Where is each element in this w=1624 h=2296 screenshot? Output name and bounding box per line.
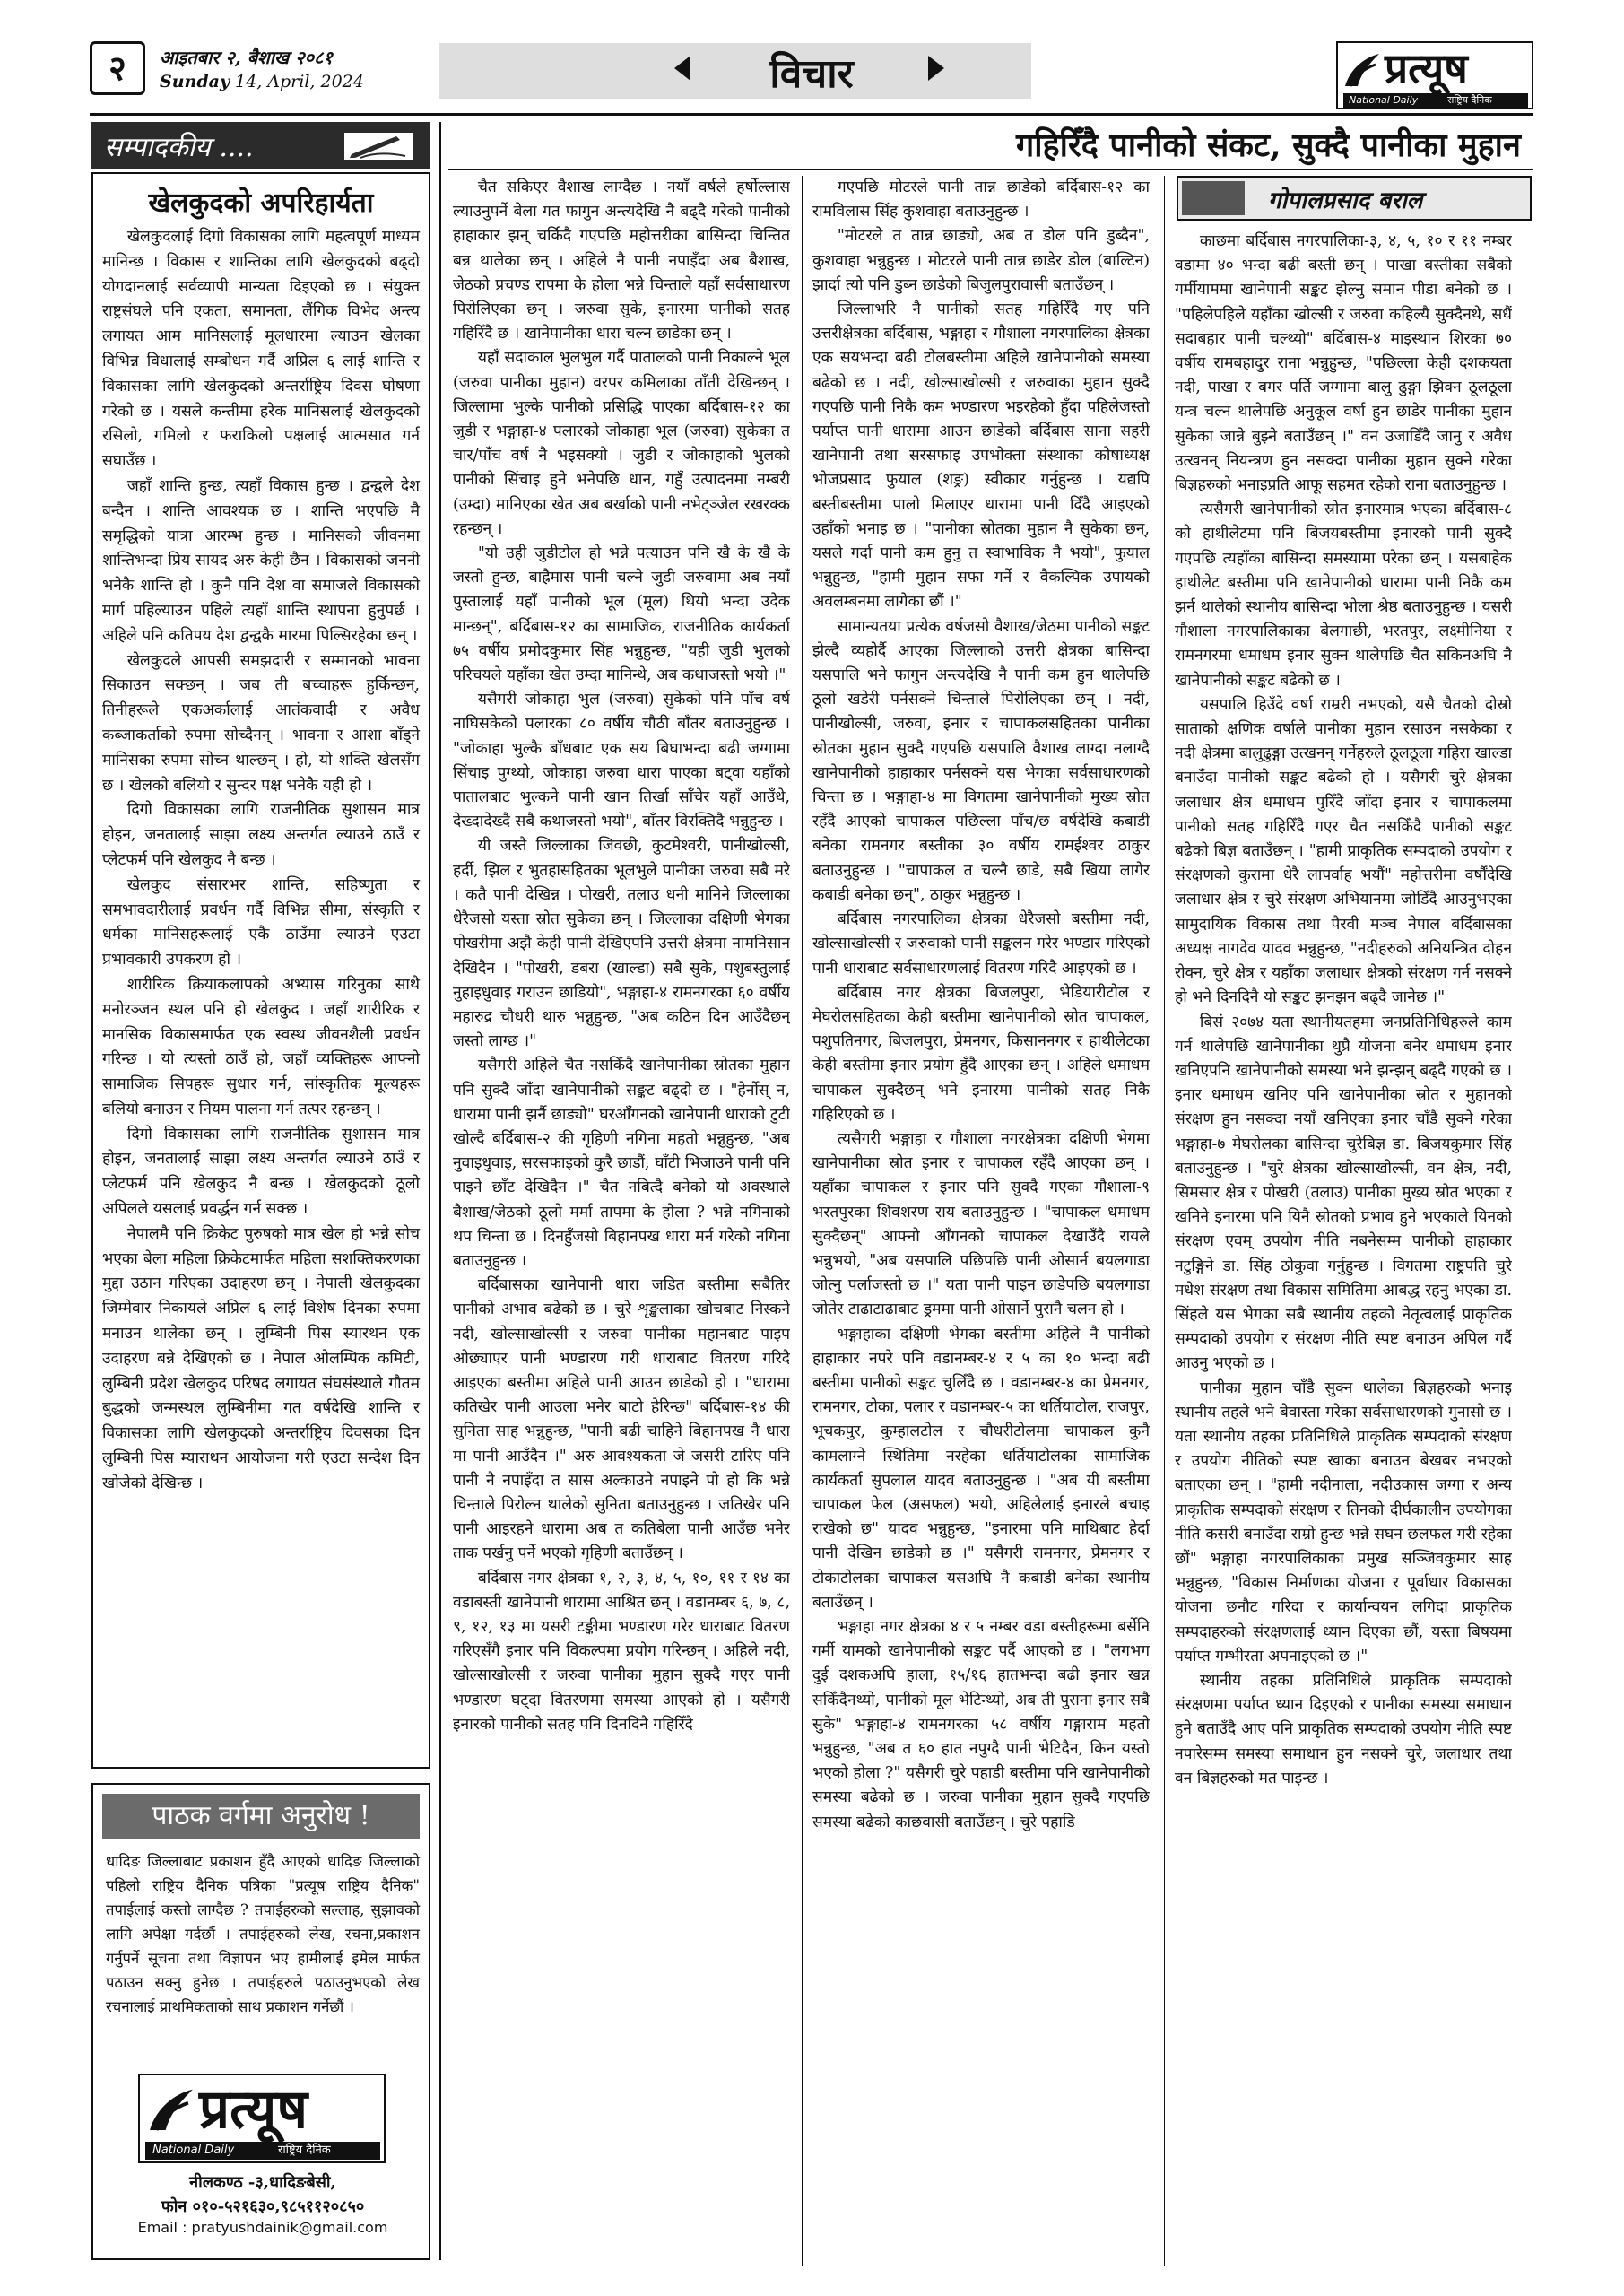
article-paragraph: त्यसैगरी भङ्गाहा र गौशाला नगरक्षेत्रका दक्षिणी भेगमा खानेपानीका स्रोत इनार र चापाकल रहँदै आएका छन् । यहाँका चापाकल र इनार पनि सुक्दै गएका गौशाला-९ भरतपुरका शिवशरण राय बताउनुहुन्छ । "चापाकल धमाधम सुक्दैछन्" आफ्नो आँगनको चापाकल देखाउँदै रायले भन्नुभयो, "अब यसपालि पछिपछि पानी ओसार्न बयलगाडा जोत्नु पर्लाजस्तो छ ।" यता पानी पाइन छाडेपछि बयलगाडा जोतेर टाढाटाढाबाट ड्रममा पानी ओसार्ने पुरानै चलन हो । (812, 1129, 1150, 1319)
article-column-1 (453, 176, 790, 2266)
masthead-logo (1336, 41, 1533, 109)
article-paragraph: यी जस्तै जिल्लाका जिवछी, कुटमेश्वरी, पानीखोल्सी, हर्दी, झिल र भुतहासहितका भूलभुले पानीका जरुवा सबै मरे । कतै पानी देखिन्न । पोखरी, तलाउ धनी मानिने जिल्लाका धेरैजसो यस्ता स्रोत सुकेका छन् । जिल्लाका दक्षिणी भेगका पोखरीमा अझै केही पानी देखिएपनि उत्तरी क्षेत्रमा नामनिसान देखिदैन । "पोखरी, डबरा (खाल्डा) सबै सुके, पशुबस्तुलाई नुहाइधुवाइ गराउन छाडियो", भङ्गाहा-४ रामनगरका ६० वर्षीय महारुद्र चौधरी थारु भन्नुहुन्छ, "अब कठिन दिन आउँदैछन् जस्तो लाग्छ ।" (453, 837, 790, 1051)
logo-subtitle (145, 2142, 380, 2160)
editorial-paragraph: दिगो विकासका लागि राजनीतिक सुशासन मात्र होइन, जनतालाई साझा लक्ष्य अन्तर्गत ल्याउने ठाउँ र प्लेटफर्म पनि खेलकुद नै बन्छ । (102, 801, 420, 869)
article-paragraph: भङ्गाहा नगर क्षेत्रका ४ र ५ नम्बर वडा बस्तीहरूमा बर्सेनि गर्मी यामको खानेपानीको सङ्कट पर्दै आएको छ । "लगभग दुई दशकअघि हाला, १५/१६ हातभन्दा बढी इनार खन्न सकिँदैनथ्यो, पानीको मूल भेटिन्थ्यो, अब ती पुराना इनार सबै सुके" भङ्गाहा-४ रामनगरका ५८ वर्षीय गङ्गाराम महतो भन्नुहुन्छ, "अब त ६० हात नपुग्दै पानी भेटिदैन, किन यस्तो भएको होला ?" यसैगरी चुरे पहाडी बस्तीमा पनि खानेपानीको समस्या बढेको छ । जरुवा पानीका मुहान सुक्दै गएपछि समस्या बढेको काछवासी बताउँछन् । चुरे पहाडि (812, 1617, 1150, 1831)
article-paragraph: बर्दिबास नगर क्षेत्रका बिजलपुरा, भेडियारीटोल र मेघरोलसहितका केही बस्तीमा खानेपानीको स्रोत चापाकल, पशुपतिनगर, बिजलपुरा, प्रेमनगर, किसाननगर र हाथीलेटका केही बस्तीमा इनार प्रयोग हुँदै आएका छन् । अहिले धमाधम चापाकल सुक्दैछन् भने इनारमा पानीको सतह निकै गहिरिएको छ । (812, 983, 1150, 1124)
logo-subtitle-np: राष्ट्रिय दैनिक (278, 2144, 331, 2157)
article-paragraph: बर्दिबास नगर क्षेत्रका १, २, ३, ४, ५, १०, ११ र १४ का वडाबस्ती खानेपानी धारामा आश्रित छन् । वडानम्बर ६, ७, ८, ९, १२, १३ मा यसरी टङ्कीमा भण्डारण गरेर धाराबाट वितरण गरिएसँगै इनार पनि विकल्पमा प्रयोग गरिन्छन् । अहिले नदी, खोल्साखोल्सी र जरुवा पानीका मुहान सुक्दै गएर पानी भण्डारण घट्दा वितरणमा समस्या आएको हो । यसैगरी इनारको पानीको सतह पनि दिनदिनै गहिरिँदै (453, 1569, 790, 1734)
notice-banner: पाठक वर्गमा अनुरोध ! (102, 1794, 420, 1839)
column-divider (1164, 176, 1165, 2266)
logo-text: प्रत्यूष (199, 2078, 308, 2141)
logo-emblem-icon (1342, 48, 1383, 90)
article-paragraph: यहाँ सदाकाल भुलभुल गर्दै पातालको पानी निकाल्ने भूल (जरुवा पानीका मुहान) वरपर कमिलाका ताँती देखिन्छन् । जिल्लामा भुल्के पानीको प्रसिद्धि पाएका बर्दिबास-१२ का जुडी र भङ्गाहा-४ पलारको जोकाहा भूल (जरुवा) सुकेका त चार/पाँच वर्ष नै भइसक्यो । जुडी र जोकाहाको भुलको पानीको सिंचाइ हुने भनेपछि धान, गहुँ उत्पादनमा नम्बरी (उम्दा) मानिएका खेत अब बर्खाको पानी नभेट्ञ्जेल रखरक्क रहन्छन् । (453, 349, 790, 538)
logo-text: प्रत्यूष (1385, 44, 1468, 92)
date-nepali: आइतबार २, बैशाख २०८१ (160, 47, 333, 68)
notice-address: नीलकण्ठ -३,धादिङबेसी, (189, 2173, 336, 2192)
article-paragraph: स्थानीय तहका प्रतिनिधिले प्राकृतिक सम्पदाको संरक्षणमा पर्याप्त ध्यान दिइएको र पानीका समस्या समाधान हुने बताउँदै आए पनि प्राकृतिक सम्पदाको उपयोग नीति स्पष्ट नपारेसम्म समस्या समाधान हुन नसक्ने चुरे, जलाधार तथा वन बिज्ञहरुको मत पाइन्छ । (1175, 1671, 1512, 1787)
header-divider (90, 113, 1533, 116)
article-paragraph: चैत सकिएर वैशाख लाग्दैछ । नयाँ वर्षले हर्षोल्लास ल्याउनुपर्ने बेला गत फागुन अन्त्यदेखि नै बढ्दै गरेको पानीको हाहाकार झन् चर्किदै गएपछि महोत्तरीका बासिन्दा चिन्तित बन्न थालेका छन् । अहिले नै पानी नपाइँदा अब बैशाख, जेठको प्रचण्ड रापमा के होला भन्ने चिन्ताले यहाँ सर्वसाधारण पिरोलिएका छन् । जरुवा सुके, इनारमा पानीको सतह गहिरिँदै छ । खानेपानीका धारा चल्न छाडेका छन् । (453, 178, 790, 344)
article-paragraph: काछमा बर्दिबास नगरपालिका-३, ४, ५, १० र ११ नम्बर वडामा ४० भन्दा बढी बस्ती छन् । पाखा बस्तीका सबैको गर्मीयाममा खानेपानी सङ्कट झेल्नु समान पीडा बनेको छ । "पहिलेपहिले यहाँका खोल्सी र जरुवा कहिल्यै सुक्दैनथे, सधैं सदाबहार पानी चल्थ्यो" बर्दिबास-४ माइस्थान शिरका ७० वर्षीय रामबहादुर राना भन्नुहुन्छ, "पछिल्ला केही दशकयता नदी, पाखा र बगर पर्ति जग्गामा बालु ढुङ्गा झिक्न ठूलठूला यन्त्र चल्न थालेपछि अनुकूल वर्षा हुन छाडेर पानीका मुहान सुकेका जान्ने बुझ्ने बताउँछन् ।" वन उजाडिँदै जानु र अवैध उत्खनन् नियन्त्रण हुन नसक्दा पानीका मुहान सुक्ने गरेका बिज्ञहरुको भनाइप्रति आफू सहमत रहेको राना बताउनुहुन्छ । (1175, 232, 1512, 495)
notice-body: धादिङ जिल्लाबाट प्रकाशन हुँदै आएको धादिङ जिल्लाको पहिलो राष्ट्रिय दैनिक पत्रिका "प्रत्यूष राष्ट्रिय दैनिक" तपाईलाई कस्तो लाग्दैछ ? तपाईहरुको सल्लाह, सुझावको लागि अपेक्षा गर्दछौं । तपाईहरुको लेख, रचना,प्रकाशन गर्नुपर्ने सूचना तथा विज्ञापन भए हामीलाई इमेल मार्फत पठाउन सक्नु हुनेछ । तपाईहरुले पठाउनुभएको लेख रचनालाई प्राथमिकताको साथ प्रकाशन गर्नेछौं । (106, 1853, 420, 2015)
article-headline: गहिरिँदै पानीको संकट, सुक्दै पानीका मुहान (1015, 126, 1521, 164)
editorial-paragraph: खेलकुदले आपसी समझदारी र सम्मानको भावना सिकाउन सक्छन् । जब ती बच्चाहरू हुर्किन्छन्, तिनीहरूले एकअर्कालाई आतंकवादी र अवैध कब्जाकर्ताको रुपमा सोच्दैनन् । भावना र आशा बाँड्ने मानिसका रुपमा सोच्न थाल्छन् । हो, यो शक्ति खेलसँग छ । खेलको बलियो र सुन्दर पक्ष भनेकै यही हो । (102, 651, 420, 795)
editorial-paragraph: दिगो विकासका लागि राजनीतिक सुशासन मात्र होइन, जनतालाई साझा लक्ष्य अन्तर्गत ल्याउने ठाउँ र प्लेटफर्म पनि खेलकुद नै बन्छ । खेलकुदको ठूलो अपिलले यसलाई प्रवर्द्धन गर्न सक्छ । (102, 1125, 420, 1219)
logo-subtitle-en: National Daily (1349, 94, 1419, 106)
notice-contact (106, 2170, 420, 2219)
notice-email: Email : pratyushdainik@gmail.com (137, 2219, 388, 2236)
article-paragraph: "यो उही जुडीटोल हो भन्ने पत्याउन पनि खै के खै के जस्तो हुन्छ, बाह्रैमास पानी चल्ने जुडी जरुवामा अब नयाँ पुस्तालाई यहाँ पानीको भूल (मूल) थियो भन्दा उदेक मान्छन्", बर्दिबास-१२ का सामाजिक, राजनीतिक कार्यकर्ता ७५ वर्षीय प्रमोदकुमार सिंह भन्नुहुन्छ, "यही जुडी भुलको परिचयले यहाँका खेत उम्दा मानिन्थे, अब कथाजस्तो भयो ।" (453, 544, 790, 685)
author-name: गोपालप्रसाद बराल (1268, 187, 1423, 214)
logo-subtitle-np: राष्ट्रिय दैनिक (1447, 94, 1492, 106)
article-paragraph: त्यसैगरी खानेपानीको स्रोत इनारमात्र भएका बर्दिबास-८ को हाथीलेटमा पनि बिजयबस्तीमा इनारको पानी सुक्दै गएपछि त्यहाँका बासिन्दा समस्यामा परेका छन् । यसबाहेक हाथीलेट बस्तीमा पनि खानेपानीको धारामा पानी निकै कम झर्न थालेको स्थानीय बासिन्दा भोला श्रेष्ठ बताउनुहुन्छ । यसरी गौशाला नगरपालिकाका बेलगाछी, भरतपुर, लक्ष्मीनिया र रामनगरमा धमाधम इनार सुक्न थालेपछि चैत सकिनअघि नै खानेपानीको सङ्कट बढेको छ । (1175, 500, 1512, 690)
article-paragraph: गएपछि मोटरले पानी तान्न छाडेको बर्दिबास-१२ का रामविलास सिंह कुशवाहा बताउनुहुन्छ । (812, 178, 1150, 222)
page-header (90, 41, 1533, 113)
editorial-paragraph: शारीरिक क्रियाकलापको अभ्यास गरिनुका साथै मनोरञ्जन स्थल पनि हो खेलकुद । जहाँ शारीरिक र मानसिक विकासमार्फत एक स्वस्थ जीवनशैली प्रवर्धन गरिन्छ । यो त्यस्तो ठाउँ हो, जहाँ व्यक्तिहरू आफ्नो सामाजिक सिपहरू सुधार गर्न, सांस्कृतिक मूल्यहरू बलियो बनाउन र नियम पालना गर्न तत्पर रहन्छन् । (102, 975, 420, 1118)
article-paragraph: यसपालि हिउँदे वर्षा राम्ररी नभएको, यसै चैतको दोस्रो साताको क्षणिक वर्षाले पानीका मुहान रसाउन नसकेका र नदी क्षेत्रमा बालुढुङ्गा उत्खनन् गर्नेहरुले ठूलठूला गहिरा खाल्डा बनाउँदा पानीको सङ्कट बढेको हो । यसैगरी चुरे क्षेत्रका जलाधार क्षेत्र धमाधम पुरिँदै जाँदा इनार र चापाकलमा पानीको सतह गहिरिँदै गएर चैत नसकिँदै पानीको सङ्कट बढेको बिज्ञ बताउँछन् । "हामी प्राकृतिक सम्पदाको उपयोग र संरक्षणको कुरामा धेरै लापर्वाह भयौं" महोत्तरीमा वर्षौंदेखि जलाधार क्षेत्र र चुरे संरक्षण अभियानमा जोडिँदै आउनुभएका सामुदायिक विकास तथा पैरवी मञ्च नेपाल बर्दिबासका अध्यक्ष नागदेव यादव भन्नुहुन्छ, "नदीहरुको अनियन्त्रित दोहन रोक्न, चुरे क्षेत्र र यहाँका जलाधार क्षेत्रको संरक्षण गर्न नसक्ने हो भने दिनदिनै यो सङ्कट झनझन बढ्दै जानेछ ।" (1175, 695, 1512, 1007)
article-paragraph: यसैगरी अहिले चैत नसकिँदै खानेपानीका स्रोतका मुहान पनि सुक्दै जाँदा खानेपानीको सङ्कट बढ्दो छ । "हेर्नोस् न, धारामा पानी झर्नै छाड्यो" घरआँगनको खानेपानी धाराको टुटी खोल्दै बर्दिबास-२ की गृहिणी नगिना महतो भन्नुहुन्छ, "अब नुवाइधुवाइ, सरसफाइको कुरै छाडौं, घाँटी भिजाउने पानी पनि पाइने छाँट देखिदैन ।" चैत नबित्दै बनेको यो अवस्थाले बैशाख/जेठको ठूलो मर्मा तापमा के होला ? भन्ने नगिनाको थप चिन्ता छ । दिनहुँजसो बिहानपख धारा मर्न गरेको नगिना बताउनुहुन्छ । (453, 1057, 790, 1270)
notice-phone: फोन ०१०-५२१६३०,९८५११२०८५० (161, 2197, 365, 2216)
date-english-day: Sunday (160, 72, 230, 91)
section-title: विचार (769, 51, 854, 97)
editorial-box (91, 172, 430, 1769)
editorial-label: सम्पादकीय .... (104, 132, 254, 163)
reader-notice (91, 1783, 430, 2260)
date-english (160, 72, 364, 91)
author-photo (1182, 181, 1245, 215)
editorial-title: खेलकुदको अपरिहार्यता (148, 187, 374, 219)
logo-subtitle-en: National Daily (152, 2144, 235, 2157)
article-paragraph: बर्दिबासका खानेपानी धारा जडित बस्तीमा सबैतिर पानीको अभाव बढेको छ । चुरे शृङ्खलाका खोचबाट निस्कने नदी, खोल्साखोल्सी र जरुवा पानीका महानबाट पाइप ओछ्याएर पानी भण्डारण गरी धाराबाट वितरण गरिदै आइएका बस्तीमा अहिले पानी आउन छाडेको हो । "धारामा कतिखेर पानी आउला भनेर बाटो हेरिन्छ" बर्दिबास-१४ की सुनिता साह भन्नुहुन्छ, "पानी बढी चाहिने बिहानपख नै धारा मा पानी आउँदैन ।" अरु आवश्यकता जे जसरी टारिए पनि पानी नै नपाइँदा त सास अल्काउने नपाइने पो हो कि भन्ने चिन्ताले पिरोल्न थालेको सुनिता बताउनुहुन्छ । जतिखेर पनि पानी आइरहने धारामा अब त कतिबेला पानी आउँछ भनेर ताक पर्खनु पर्ने भएको गृहिणी बताउँछन् । (453, 1276, 790, 1563)
logo-subtitle (1343, 93, 1528, 108)
date-english-rest: 14, April, 2024 (235, 72, 364, 91)
editorial-paragraph: खेलकुद संसारभर शान्ति, सहिष्णुता र समभावदारीलाई प्रवर्धन गर्दै विभिन्न सीमा, संस्कृति र धर्मका मानिसहरूलाई एकै ठाउँमा ल्याउने एउटा प्रभावकारी उपकरण हो । (102, 875, 420, 970)
editorial-banner (91, 122, 430, 169)
column-divider (439, 122, 441, 2260)
pen-icon (343, 131, 414, 161)
author-byline (1177, 176, 1532, 221)
logo-emblem-icon (145, 2083, 197, 2135)
article-paragraph: यसैगरी जोकाहा भुल (जरुवा) सुकेको पनि पाँच वर्ष नाघिसकेको पलारका ८० वर्षीय चौठी बाँतर बताउनुहुन्छ । "जोकाहा भुल्कै बाँधबाट एक सय बिघाभन्दा बढी जग्गामा सिंचाइ पुग्थ्यो, जोकाहा जरुवा धारा पाएका बट्वा यहाँको पातालबाट भुल्कने पानी खान तिर्खा साँचेर यहाँ आउँथे, देख्दादेख्दै सबै कथाजस्तो भयो", बाँतर विरक्तिदै भन्नुहुन्छ । (453, 691, 790, 831)
notice-logo (138, 2074, 386, 2163)
article-paragraph: "मोटरले त तान्न छाड्यो, अब त डोल पनि डुब्दैन", कुशवाहा भन्नुहुन्छ । मोटरले पानी तान्न छाडेर डोल (बाल्टिन) झार्दा त्यो पनि डुब्न छाडेको बिजुलपुरावासी बताउँछन् । (812, 227, 1150, 294)
editorial-paragraph: जहाँ शान्ति हुन्छ, त्यहाँ विकास हुन्छ । द्वन्द्वले देश बन्दैन । शान्ति आवश्यक छ । शान्ति भएपछि मै समृद्धिको यात्रा आरम्भ हुन्छ । मानिसको जीवनमा शान्तिभन्दा प्रिय सायद अरु केही छैन । विकासको जननी भनेकै शान्ति हो । कुनै पनि देश वा समाजले विकासको मार्ग पहिल्याउन पहिले त्यहाँ शान्ति स्थापना हुनुपर्छ । अहिले पनि कतिपय देश द्वन्द्वकै मारमा पिल्सिरहेका छन् । (102, 476, 420, 645)
headline-divider (448, 169, 1533, 170)
arrow-right-icon (928, 56, 944, 81)
page-number: २ (90, 41, 145, 95)
article-paragraph: जिल्लाभरि नै पानीको सतह गहिरिँदै गए पनि उत्तरीक्षेत्रका बर्दिबास, भङ्गाहा र गौशाला नगरपालिका क्षेत्रका एक सयभन्दा बढी टोलबस्तीमा अहिले खानेपानीको समस्या बढेको छ । नदी, खोल्साखोल्सी र जरुवाका मुहान सुक्दै गएपछि पानी निकै कम भण्डारण भइरहेको हुँदा पहिलेजस्तो पर्याप्त पानी धारामा आउन छाडेको बर्दिबास साना सहरी खानेपानी तथा सरसफाइ उपभोक्ता संस्थाका कोषाध्यक्ष भोजप्रसाद फुयाल (शङ्र) स्वीकार गर्नुहुन्छ । यद्यपि बस्तीबस्तीमा पालो मिलाएर धारामा पानी दिँदै आइएको उहाँको भनाइ छ । "पानीका स्रोतका मुहान नै सुकेका छन्, यसले गर्दा पानी कम हुनु त स्वाभाविक नै भयो", फुयाल भन्नुहुन्छ, "हामी मुहान सफा गर्ने र वैकल्पिक उपायको अवलम्बनमा लागेका छौं ।" (812, 300, 1150, 612)
article-paragraph: बिसं २०७४ यता स्थानीयतहमा जनप्रतिनिधिहरुले काम गर्न थालेपछि खानेपानीका थुप्रै योजना बनेर धमाधम इनार खनिएपनि खानेपानीको समस्या भने झन्झन् बढ्दै गएको छ । इनार धमाधम खनिए पनि खानेपानीका स्रोत र मुहानको संरक्षण हुन नसक्दा नयाँ खनिएका इनार चाँडै सुक्ने गरेका भङ्गाहा-७ मेघरोलका बासिन्दा चुरेबिज्ञ डा. बिजयकुमार सिंह बताउनुहुन्छ । "चुरे क्षेत्रका खोल्साखोल्सी, वन क्षेत्र, नदी, सिमसार क्षेत्र र पोखरी (तलाउ) पानीका मुख्य स्रोत भएका र खनिने इनारमा पनि यिनै स्रोतको प्रभाव हुने भएकाले यिनको संरक्षण एवम् उपयोग नीति नबनेसम्म पानीको हाहाकार नटुङ्गिने डा. सिंह ठोकुवा गर्नुहुन्छ । विगतमा राष्ट्रपति चुरे मधेश संरक्षण तथा विकास समितिमा आबद्ध रहनु भएका डा. सिंहले यस भेगका सबै स्थानीय तहको नेतृत्वलाई प्राकृतिक सम्पदाको उपयोग र संरक्षण नीति स्पष्ट बनाउन अपिल गर्दै आउनु भएको छ । (1175, 1013, 1512, 1373)
article-column-2 (812, 176, 1150, 2266)
article-paragraph: भङ्गाहाका दक्षिणी भेगका बस्तीमा अहिले नै पानीको हाहाकार नपरे पनि वडानम्बर-४ र ५ का १० भन्दा बढी बस्तीमा पानीको सङ्कट चुलिँदै छ । वडानम्बर-४ का प्रेमनगर, रामनगर, टोका, पलार र वडानम्बर-५ का धर्तियाटोल, राजपुर, भूचकपुर, कुम्हालटोल र चौधरीटोलमा चापाकल कुनै कामलाग्ने स्थितिमा नरहेका धर्तियाटोलका सामाजिक कार्यकर्ता सुपलाल यादव बताउनुहुन्छ । "अब यी बस्तीमा चापाकल फेल (असफल) भयो, अहिलेलाई इनारले बचाइ राखेको छ" यादव भन्नुहुन्छ, "इनारमा पनि माथिबाट हेर्दा पानी देखिन छाडेको छ ।" यसैगरी रामनगर, प्रेमनगर र टोकाटोलका चापाकल यसअघि नै कबाडी बनेका स्थानीय बताउँछन् । (812, 1325, 1150, 1612)
article-paragraph: बर्दिबास नगरपालिका क्षेत्रका धेरैजसो बस्तीमा नदी, खोल्साखोल्सी र जरुवाको पानी सङ्कलन गरेर भण्डार गरिएको पानी धाराबाट सर्वसाधारणलाई वितरण गरिदै आइएको छ । (812, 910, 1150, 978)
arrow-left-icon (674, 56, 690, 81)
article-column-3 (1175, 230, 1512, 2266)
article-paragraph: सामान्यतया प्रत्येक वर्षजसो वैशाख/जेठमा पानीको सङ्कट झेल्दै व्यहोर्दै आएका जिल्लाको उत्तरी क्षेत्रका बासिन्दा यसपालि भने फागुन अन्त्यदेखि नै पानी कम हुन थालेपछि ठूलो खडेरी पर्नसक्ने चिन्ताले पिरोलिएका छन् । नदी, पानीखोल्सी, जरुवा, इनार र चापाकलसहितका पानीका स्रोतका मुहान सुक्दै गएपछि यसपालि वैशाख लाग्दा नलाग्दै खानेपानीको हाहाकार पर्नसक्ने यस भेगका सर्वसाधारणको चिन्ता छ । भङ्गाहा-४ मा विगतमा खानेपानीको मुख्य स्रोत रहँदै आएको चापाकल पछिल्ला पाँच/छ वर्षदेखि कबाडी बनेका रामनगर बस्तीका ३० वर्षीय रामईश्वर ठाकुर बताउनुहुन्छ । "चापाकल त चल्नै छाडे, सबै खिया लागेर कबाडी बनेका छन्", ठाकुर भन्नुहुन्छ । (812, 617, 1150, 904)
editorial-paragraph: नेपालमै पनि क्रिकेट पुरुषको मात्र खेल हो भन्ने सोच भएका बेला महिला क्रिकेटमार्फत महिला सशक्तिकरणका मुद्दा उठान गरिएका उदाहरण छन् । नेपाली खेलकुदका जिम्मेवार निकायले अप्रिल ६ लाई विशेष दिनका रुपमा मनाउन थालेका छन् । लुम्बिनी पिस स्यारथन एक उदाहरण बन्ने देखिएको छ । नेपाल ओलम्पिक कमिटी, लुम्बिनी प्रदेश खेलकुद परिषद लगायत संघसंस्थाले गौतम बुद्धको जन्मस्थल लुम्बिनीमा गत वर्षदेखि शान्ति र विकासका लागि खेलकुदको अन्तर्राष्ट्रिय दिवसका दिन लुम्बिनी पिस म्याराथन आयोजना गरी एउटा सन्देश दिन खोजेको देखिन्छ । (102, 1224, 420, 1492)
article-paragraph: पानीका मुहान चाँडै सुक्न थालेका बिज्ञहरुको भनाइ स्थानीय तहले भने बेवास्ता गरेका सर्वसाधारणको गुनासो छ । यता स्थानीय तहका प्रतिनिधिले प्राकृतिक सम्पदाको संरक्षण र उपयोग नीतिको स्पष्ट खाका बनाउन बेखबर नभएको बताएका छन् । "हामी नदीनाला, नदीउकास जग्गा र अन्य प्राकृतिक सम्पदाको संरक्षण र तिनको दीर्घकालीन उपयोगका नीति कसरी बनाउँदा राम्रो हुन्छ भन्ने सघन छलफल गरी रहेका छौं" भङ्गाहा नगरपालिकाका प्रमुख सञ्जिवकुमार साह भन्नुहुन्छ, "विकास निर्माणका योजना र पूर्वाधार विकासका योजना छनौट गरिदा र कार्यान्वयन लगिदा प्राकृतिक सम्पदाहरुको संरक्षणलाई ध्यान दिएका छौं, यस्ता बिषयमा पर्याप्त गम्भीरता अपनाइएको छ ।" (1175, 1378, 1512, 1665)
column-divider (802, 176, 803, 2266)
editorial-paragraph: खेलकुदलाई दिगो विकासका लागि महत्वपूर्ण माध्यम मानिन्छ । विकास र शान्तिका लागि खेलकुदको बढ्दो योगदानलाई सर्वव्यापी मान्यता दिइएको छ । संयुक्त राष्ट्रसंघले पनि एकता, समानता, लैंगिक विभेद अन्त्य लगायत आम मानिसलाई मूलधारमा ल्याउन खेलका विभिन्न विधालाई सम्बोधन गर्दै अप्रिल ६ लाई शान्ति र विकासका लागि खेलकुदको अन्तर्राष्ट्रिय दिवस घोषणा गरेको छ । यसले कन्तीमा हरेक मानिसलाई खेलकुदको रसिलो, गमिलो र फराकिलो पक्षलाई आत्मसात गर्न सघाउँछ । (102, 228, 420, 471)
